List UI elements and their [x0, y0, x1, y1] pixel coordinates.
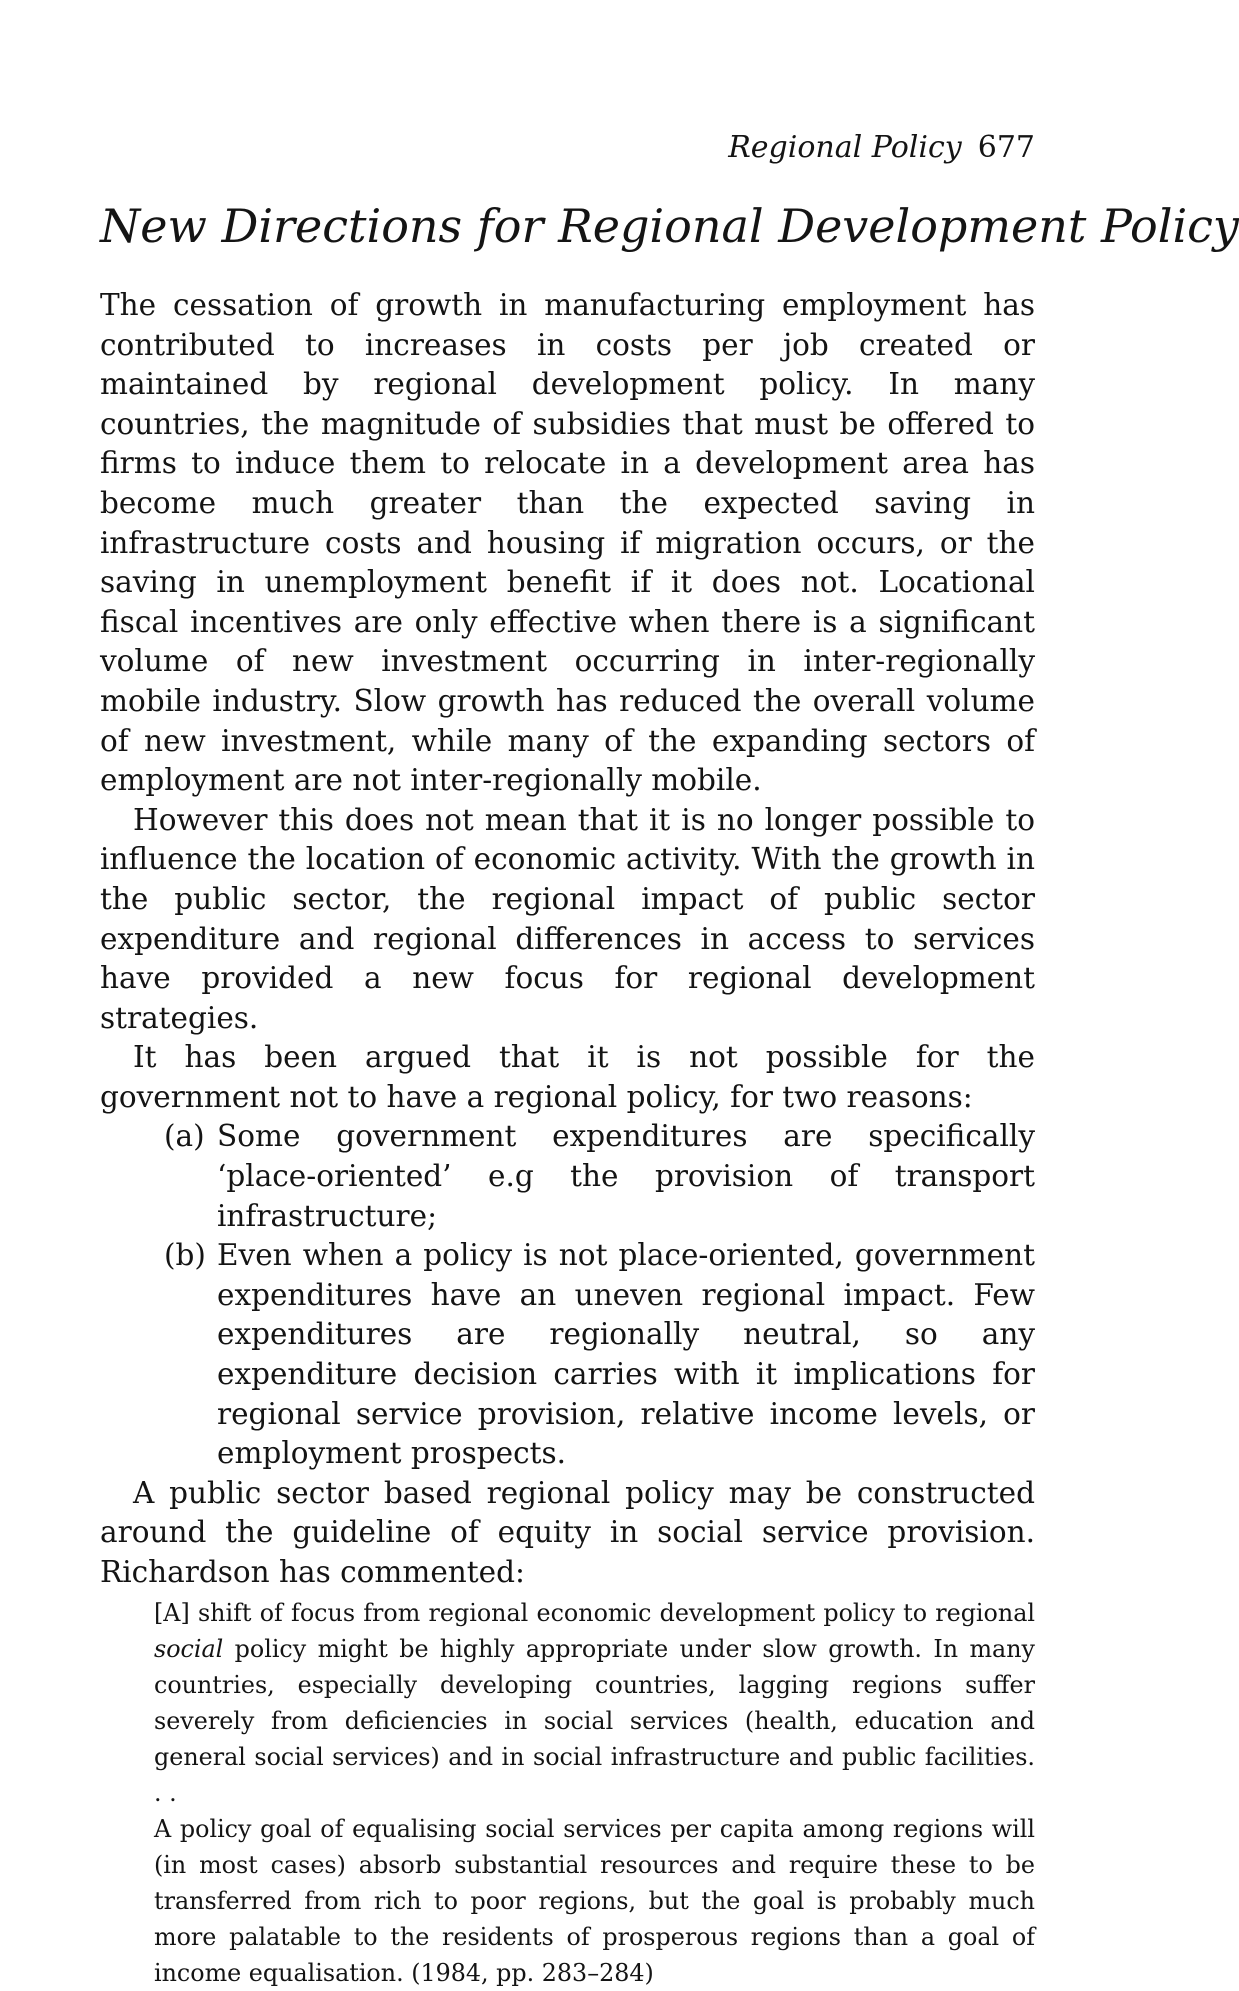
list-marker-a: (a)	[164, 1119, 205, 1154]
running-head	[728, 130, 1035, 166]
list-item-a	[100, 1117, 1035, 1236]
block-quote	[100, 1595, 1035, 1991]
section-title: New Directions for Regional Development Policy	[100, 199, 1239, 253]
paragraph-4: A public sector based regional policy may be constructed around the guideline of equity in social service provision. Richardson has commented:	[100, 1475, 1035, 1589]
page-number: 677	[977, 130, 1035, 165]
quote-paragraph-2: A policy goal of equalising social services per capita among regions will (in most cases) absorb substantial resources and require these to be transferred from rich to poor regions, but the goal is probably much more palatable to the residents of prosperous regions than a goal of income equalisation. (1984, pp. 283–284)	[154, 1814, 1035, 1987]
quote-1-emphasis: social	[154, 1634, 224, 1663]
quote-1-start: [A] shift of focus from regional economic development policy to regional	[154, 1598, 1035, 1627]
paragraph-3: It has been argued that it is not possible for the government not to have a regional policy, for two reasons:	[100, 1040, 1035, 1114]
list-item-b	[100, 1236, 1035, 1474]
list-marker-b: (b)	[164, 1238, 206, 1273]
list-text-b: Even when a policy is not place-oriented, government expenditures have an uneven regional impact. Few expenditures are regionally neutral, so any expenditure decision carries with it implications for regional service provision, relative income levels, or employment prospects.	[217, 1238, 1035, 1471]
list-text-a: Some government expenditures are specifically ‘place-oriented’ e.g the provision of transport infrastructure;	[217, 1119, 1035, 1233]
body-text	[100, 286, 1035, 1991]
paragraph-2: However this does not mean that it is no longer possible to influence the location of economic activity. With the growth in the public sector, the regional impact of public sector expenditure and regional differences in access to services have provided a new focus for regional development strategies.	[100, 802, 1035, 1035]
running-head-title: Regional Policy	[728, 130, 962, 165]
quote-paragraph-1	[154, 1595, 1035, 1811]
quote-1-end: policy might be highly appropriate under slow growth. In many countries, especially developing countries, lagging regions suffer severely from deficiencies in social services (health, education and general social services) and in social infrastructure and public facilities. . .	[154, 1634, 1035, 1807]
paragraph-1: The cessation of growth in manufacturing employment has contributed to increases in costs per job created or maintained by regional development policy. In many countries, the magnitude of subsidies that must be offered to firms to induce them to relocate in a development area has become much greater than the expected saving in infrastructure costs and housing if migration occurs, or the saving in unemployment benefit if it does not. Locational fiscal incentives are only effective when there is a significant volume of new investment occurring in inter-regionally mobile industry. Slow growth has reduced the overall volume of new investment, while many of the expanding sectors of employment are not inter-regionally mobile.	[100, 288, 1035, 798]
